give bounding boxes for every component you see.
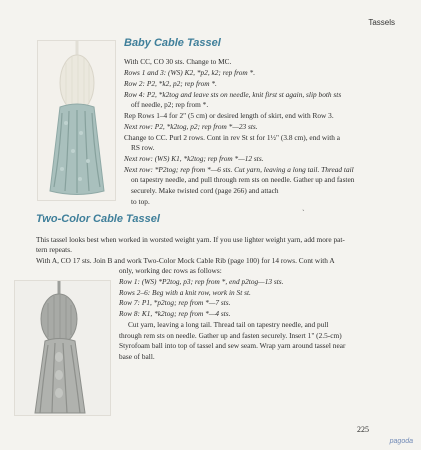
text-line: through rem sts on needle. Gather up and fasten securely. Insert 1" (2.5-cm) (119, 331, 342, 340)
section-title-baby-cable: Baby Cable Tassel (124, 37, 221, 49)
text-line: base of ball. (119, 352, 155, 361)
text-line: With CC, CO 30 sts. Change to MC. (124, 57, 232, 66)
section-title-two-color: Two-Color Cable Tassel (36, 213, 160, 225)
running-head: Tassels (368, 18, 395, 27)
text-line: Next row: P2, *k2tog, p2; rep from *—23 sts. (124, 122, 258, 131)
pencil-mark: ˎ (302, 202, 305, 211)
text-line: securely. Make twisted cord (page 266) and attach (131, 186, 279, 195)
text-line: Change to CC. Purl 2 rows. Cont in rev St st for 1½" (3.8 cm), end with a (124, 133, 341, 142)
text-line: Styrofoam ball into top of tassel and sew seam. Wrap yarn around tassel near (119, 341, 346, 350)
text-line: Rows 2–6: Beg with a knit row, work in St st. (119, 288, 251, 297)
text-line: Row 7: P1, *p2tog; rep from *—7 sts. (119, 298, 231, 307)
text-line: tern repeats. (36, 245, 72, 254)
text-line: Row 4: P2, *k2tog and leave sts on needle, knit first st again, slip both sts (124, 90, 342, 99)
text-line: Cut yarn, leaving a long tail. Thread tail on tapestry needle, and pull (128, 320, 329, 329)
text-line: Next row: *P2tog; rep from *—6 sts. Cut yarn, leaving a long tail. Thread tail (124, 165, 354, 174)
text-line: This tassel looks best when worked in worsted weight yarn. If you use lighter weight yarn, add more pat- (36, 235, 345, 244)
page-number: 225 (357, 425, 369, 434)
text-line: Row 8: K1, *k2tog; rep from *—4 sts. (119, 309, 231, 318)
text-line: Row 2: P2, *k2, p2; rep from *. (124, 79, 217, 88)
watermark-signature: pagoda (389, 438, 413, 445)
text-line: Rows 1 and 3: (WS) K2, *p2, k2; rep from *. (124, 68, 256, 77)
text-line: Row 1: (WS) *P2tog, p3; rep from *, end p2tog—13 sts. (119, 277, 284, 286)
text-line: With A, CO 17 sts. Join B and work Two-Color Mock Cable Rib (page 100) for 14 rows. Cont with A (36, 256, 335, 265)
text-line: Rep Rows 1–4 for 2" (5 cm) or desired length of skirt, end with Row 3. (124, 111, 334, 120)
two-color-tassel-photo (14, 280, 111, 416)
baby-cable-tassel-photo (37, 40, 116, 201)
text-line: on tapestry needle, and pull through rem sts on needle. Gather up and fasten (131, 175, 355, 184)
text-line: only, working dec rows as follows: (119, 266, 222, 275)
text-line: Next row: (WS) K1, *k2tog; rep from *—12 sts. (124, 154, 264, 163)
text-line: off needle, p2; rep from *. (131, 100, 209, 109)
text-line: RS row. (131, 143, 155, 152)
text-line: to top. (131, 197, 150, 206)
